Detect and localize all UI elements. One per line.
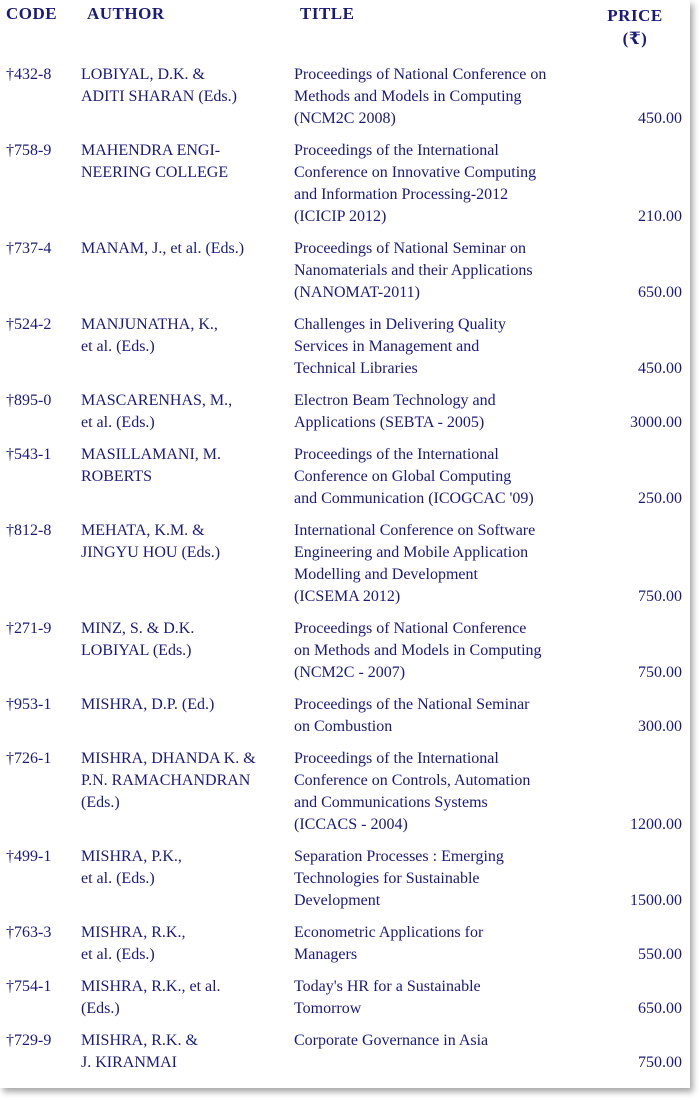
row-author: MISHRA, P.K., et al. (Eds.) [81,848,182,887]
header-price-currency: (₹) [622,29,648,48]
row-author: MASCARENHAS, M., et al. (Eds.) [81,392,233,431]
row-author: MISHRA, R.K., et al. (Eds.) [81,924,186,963]
row-price: 750.00 [638,1054,682,1071]
row-code: †524-2 [6,316,52,333]
table-row [0,976,690,1020]
row-price: 210.00 [638,208,682,225]
row-author: MANAM, J., et al. (Eds.) [81,240,245,257]
table-row [0,314,690,380]
table-row [0,64,690,130]
table-row [0,520,690,608]
table-row [0,922,690,966]
row-title: Proceedings of National Conference on Methods and Models in Computing (NCM2C - 2007) [294,620,542,681]
row-code: †271-9 [6,620,52,637]
row-price: 1200.00 [630,816,682,833]
table-row [0,694,690,738]
row-author: MASILLAMANI, M. ROBERTS [81,446,221,485]
row-author: MEHATA, K.M. & JINGYU HOU (Eds.) [81,522,221,561]
row-author: MISHRA, D.P. (Ed.) [81,696,215,713]
row-code: †737-4 [6,240,52,257]
row-title: Today's HR for a Sustainable Tomorrow [294,978,481,1017]
row-price: 250.00 [638,490,682,507]
row-author: MANJUNATHA, K., et al. (Eds.) [81,316,218,355]
table-row [0,140,690,228]
header-title: TITLE [300,4,355,23]
table-row [0,444,690,510]
row-title: Corporate Governance in Asia [294,1032,489,1049]
row-code: †754-1 [6,978,52,995]
table-row [0,238,690,304]
table-row [0,846,690,912]
table-row [0,1030,690,1074]
row-price: 550.00 [638,946,682,963]
header-price-label: PRICE [607,6,663,25]
row-title: International Conference on Software Engineering and Mobile Application Modelling and Development (ICSEMA 2012) [294,522,536,605]
row-code: †499-1 [6,848,52,865]
row-author: MINZ, S. & D.K. LOBIYAL (Eds.) [81,620,195,659]
row-title: Challenges in Delivering Quality Services in Management and Technical Libraries [294,316,506,377]
row-title: Proceedings of National Conference on Methods and Models in Computing (NCM2C 2008) [294,66,547,127]
row-code: †726-1 [6,750,52,767]
row-title: Proceedings of the International Conference on Controls, Automation and Communications Systems (ICCACS - 2004) [294,750,531,833]
row-title: Proceedings of the National Seminar on Combustion [294,696,530,735]
row-author: LOBIYAL, D.K. & ADITI SHARAN (Eds.) [81,66,237,105]
row-price: 750.00 [638,588,682,605]
row-code: †812-8 [6,522,52,539]
row-price: 3000.00 [630,414,682,431]
row-title: Proceedings of National Seminar on Nanomaterials and their Applications (NANOMAT-2011) [294,240,533,301]
row-price: 1500.00 [630,892,682,909]
table-row [0,390,690,434]
row-price: 650.00 [638,1000,682,1017]
row-code: †432-8 [6,66,52,83]
row-price: 650.00 [638,284,682,301]
row-code: †729-9 [6,1032,52,1049]
row-code: †763-3 [6,924,52,941]
header-price [600,4,670,50]
table-row [0,618,690,684]
row-title: Proceedings of the International Conference on Innovative Computing and Information Processing-2012 (ICICIP 2012) [294,142,537,225]
table-header [0,0,690,64]
row-code: †953-1 [6,696,52,713]
row-price: 300.00 [638,718,682,735]
row-title: Proceedings of the International Conference on Global Computing and Communication (ICOGCAC '09) [294,446,534,507]
row-title: Separation Processes : Emerging Technologies for Sustainable Development [294,848,504,909]
row-code: †758-9 [6,142,52,159]
row-author: MISHRA, DHANDA K. & P.N. RAMACHANDRAN (Eds.) [81,750,256,811]
row-title: Electron Beam Technology and Applications (SEBTA - 2005) [294,392,496,431]
catalog-table-body [0,64,690,1084]
row-price: 450.00 [638,110,682,127]
row-price: 750.00 [638,664,682,681]
row-author: MISHRA, R.K. & J. KIRANMAI [81,1032,198,1071]
row-code: †895-0 [6,392,52,409]
row-title: Econometric Applications for Managers [294,924,484,963]
row-author: MAHENDRA ENGI- NEERING COLLEGE [81,142,229,181]
row-price: 450.00 [638,360,682,377]
row-code: †543-1 [6,446,52,463]
header-code: CODE [6,4,58,23]
row-author: MISHRA, R.K., et al. (Eds.) [81,978,221,1017]
header-author: AUTHOR [87,4,165,23]
table-row [0,748,690,836]
